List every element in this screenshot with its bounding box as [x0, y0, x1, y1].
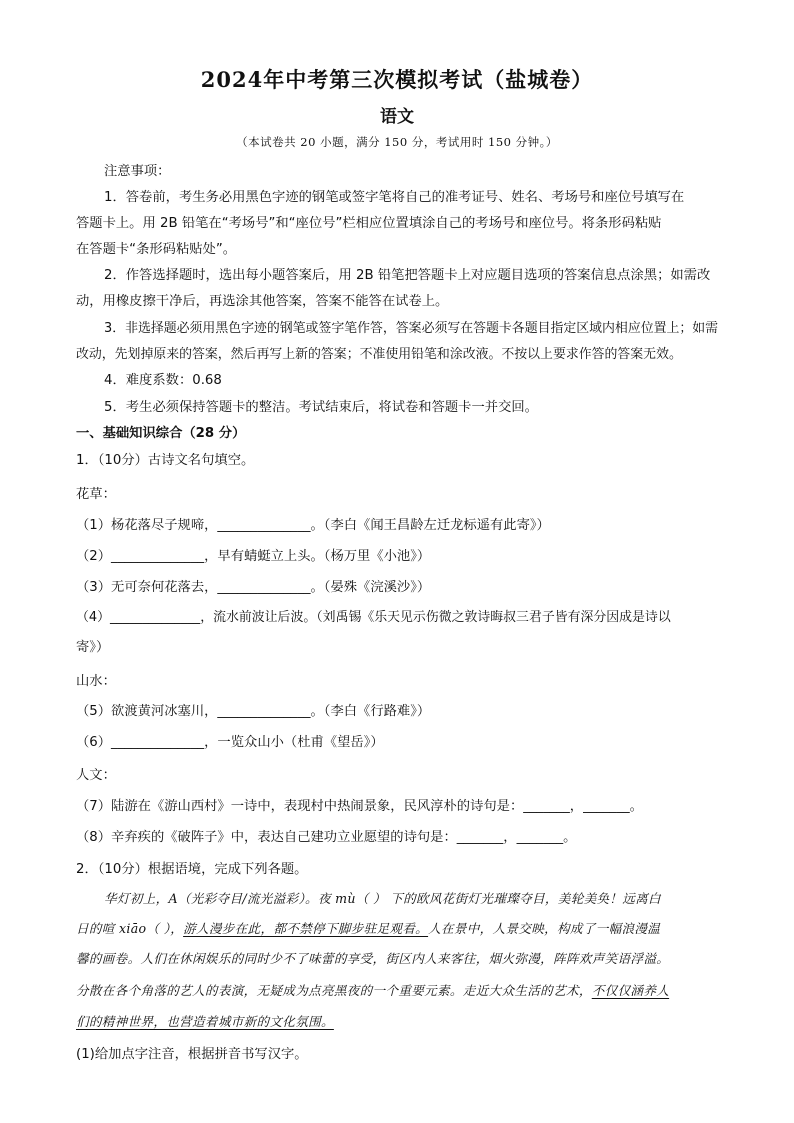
question-stem: 1．（10分）古诗文名句填空。 — [76, 453, 255, 468]
passage-text: 分散在各个角落的艺人的表演，无疑成为点亮黑夜的一个重要元素。走近大众生活的艺术， — [76, 983, 592, 998]
passage-line: 馨的画卷。人们在休闲娱乐的同时少不了味蕾的享受，街区内人来客往，烟火弥漫，阵阵欢声笑语浮溢。 — [76, 951, 670, 966]
fill-line: （7）陆游在《游山西村》一诗中，表现村中热闹景象，民风淳朴的诗句是：_______，_______。 — [76, 799, 643, 814]
instruction-line: 改动，先划掉原来的答案，然后再写上新的答案；不准使用铅笔和涂改液。不按以上要求作答的答案无效。 — [76, 347, 682, 362]
instruction-line: 在答题卡“条形码粘贴处”。 — [76, 242, 237, 257]
instructions-heading: 注意事项： — [104, 164, 171, 179]
passage-line — [76, 918, 726, 937]
fill-line: （2）______________，早有蜻蜓立上头。（杨万里《小池》） — [76, 549, 431, 564]
group-label: 山水： — [76, 674, 116, 689]
passage-text: 日的喧 xiāo（ ）， — [76, 921, 184, 936]
exam-subject: 语文 — [380, 107, 414, 127]
instruction-line: 3．非选择题必须用黑色字迹的钢笔或签字笔作答，答案必须写在答题卡各题目指定区域内相应位置上；如需 — [104, 321, 719, 336]
underlined-sentence: 不仅仅涵养人 — [591, 983, 670, 998]
exam-note: （本试卷共 20 小题，满分 150 分，考试用时 150 分钟。） — [236, 135, 558, 149]
instruction-line: 5．考生必须保持答题卡的整洁。考试结束后，将试卷和答题卡一并交回。 — [104, 400, 538, 415]
instruction-line: 答题卡上。用 2B 铅笔在“考场号”和“座位号”栏相应位置填涂自己的考场号和座位号。将条形码粘贴 — [76, 216, 662, 231]
passage-line — [76, 980, 726, 999]
fill-line: （4）______________，流水前波让后波。（刘禹锡《乐天见示伤微之敦诗晦叔三君子皆有深分因成是诗以 — [76, 610, 671, 625]
instruction-line: 动，用橡皮擦干净后，再选涂其他答案，答案不能答在试卷上。 — [76, 294, 449, 309]
passage-text: 人在景中，人景交映，构成了一幅浪漫温 — [428, 921, 661, 936]
passage-line: 们的精神世界，也营造着城市新的文化氛围。 — [76, 1014, 334, 1029]
underlined-sentence: 游人漫步在此，都不禁停下脚步驻足观看。 — [183, 921, 429, 936]
exam-title: 2024年中考第三次模拟考试（盐城卷） — [200, 67, 594, 92]
sub-question: (1)给加点字注音，根据拼音书写汉字。 — [76, 1047, 308, 1062]
fill-line: 寄》） — [76, 640, 110, 655]
section-heading: 一、基础知识综合（28 分） — [76, 426, 246, 441]
fill-line: （8）辛弃疾的《破阵子》中，表达自己建功立业愿望的诗句是：_______，_______。 — [76, 830, 577, 845]
group-label: 花草： — [76, 487, 116, 502]
instruction-line: 4．难度系数：0.68 — [104, 373, 222, 388]
fill-line: （1）杨花落尽子规啼，______________。（李白《闻王昌龄左迁龙标遥有此寄》） — [76, 518, 550, 533]
instruction-line: 2．作答选择题时，选出每小题答案后，用 2B 铅笔把答题卡上对应题目选项的答案信息点涂黑；如需改 — [104, 268, 711, 283]
fill-line: （5）欲渡黄河冰塞川，______________。（李白《行路难》） — [76, 704, 431, 719]
group-label: 人文： — [76, 768, 116, 783]
passage-line: 华灯初上，A（光彩夺目/流光溢彩）。夜 mù（ ） 下的欧风花街灯光璀璨夺目，美轮美奂！远离白 — [104, 891, 661, 906]
fill-line: （3）无可奈何花落去，______________。（晏殊《浣溪沙》） — [76, 580, 431, 595]
fill-line: （6）______________，一览众山小（杜甫《望岳》） — [76, 735, 384, 750]
instruction-line: 1．答卷前，考生务必用黑色字迹的钢笔或签字笔将自己的准考证号、姓名、考场号和座位号填写在 — [104, 190, 685, 205]
question-stem: 2．（10分）根据语境，完成下列各题。 — [76, 862, 308, 877]
